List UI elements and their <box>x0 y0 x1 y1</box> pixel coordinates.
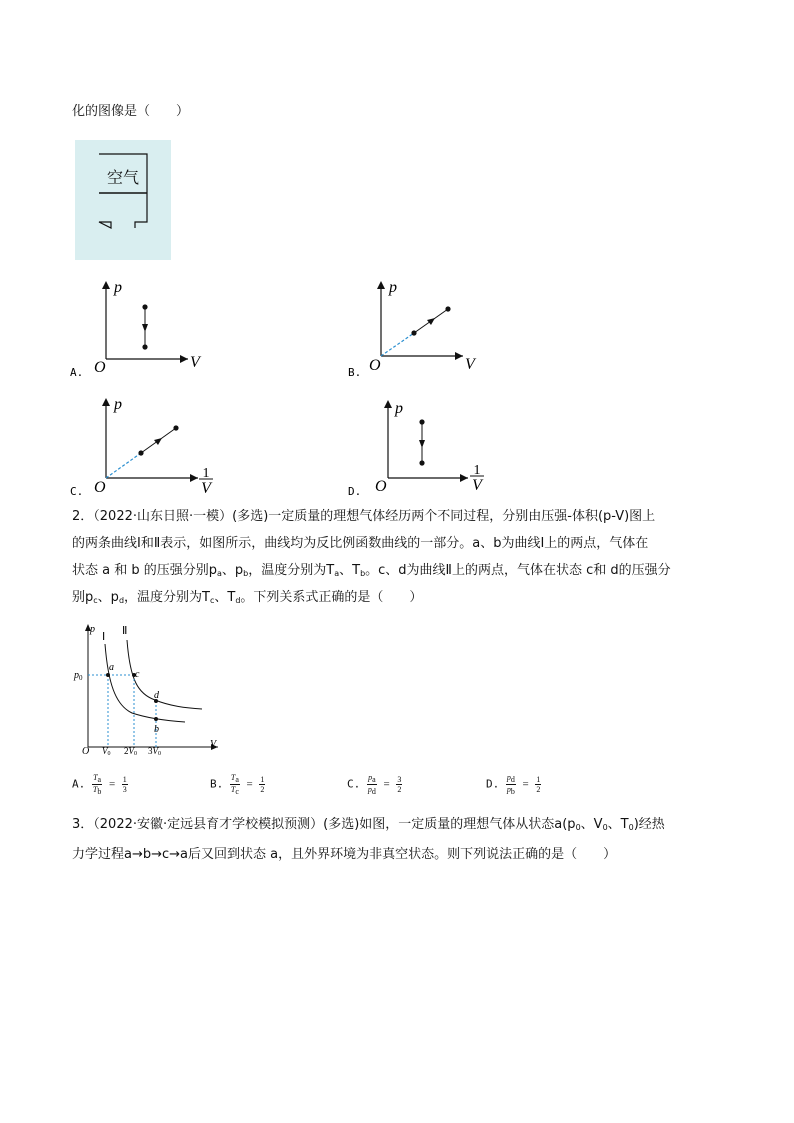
subscript: d <box>235 596 241 605</box>
axis-label-p: p <box>389 279 397 296</box>
tick-2v0 <box>124 746 137 757</box>
q1-text-tail: 化的图像是（ ） <box>72 104 190 119</box>
axis-label-p: p <box>114 396 122 413</box>
subscript: c <box>93 596 98 605</box>
frac-den: p <box>367 785 372 794</box>
point-label-a: a <box>109 662 114 673</box>
frac-num: 3 <box>397 775 402 784</box>
subscript: a <box>217 569 222 578</box>
tick-coef: 2 <box>124 746 129 756</box>
axis-label-inverse-v-num: 1 <box>473 463 481 478</box>
text-span: 、V <box>580 817 603 832</box>
equals-sign: = <box>522 778 529 791</box>
axis-label-inverse-v-den: V <box>472 477 482 494</box>
axis-label-p: p <box>114 279 122 296</box>
option-letter: D. <box>348 485 362 498</box>
p0-sub: 0 <box>79 674 83 682</box>
fraction <box>230 773 240 796</box>
tick-v0 <box>102 746 111 757</box>
frac-num: T <box>230 773 236 782</box>
tick-sub: 0 <box>134 751 137 757</box>
q2-line-1: 2．（2022·山东日照·一模）(多选)一定质量的理想气体经历两个不同过程，分别由压强-体积(p-V)图上 <box>72 509 656 524</box>
q2-option-b[interactable] <box>210 773 265 796</box>
p0-base: p <box>74 670 79 681</box>
origin-label: O <box>82 746 90 757</box>
origin-label: O <box>94 479 106 496</box>
subscript: c <box>209 596 215 605</box>
option-letter: A. <box>70 366 84 379</box>
option-letter: D. <box>486 777 500 791</box>
equals-sign: = <box>383 778 390 791</box>
origin-label: O <box>369 357 381 374</box>
q1-option-a-graph <box>70 275 210 380</box>
container-label: 空气 <box>106 168 140 187</box>
text-span: )经热 <box>633 817 665 832</box>
tick-coef: 3 <box>148 746 153 756</box>
frac-den: T <box>92 785 98 794</box>
option-letter: C. <box>347 777 361 791</box>
fraction <box>506 773 516 796</box>
point-label-d: d <box>154 690 159 701</box>
axis-label-inverse-v-num: 1 <box>202 466 210 481</box>
tick-base: V <box>128 746 134 756</box>
q1-option-c-graph <box>70 392 230 500</box>
subscript: 0 <box>575 823 581 832</box>
tick-sub: 0 <box>107 751 111 757</box>
frac-den: 3 <box>122 785 127 794</box>
equals-sign: = <box>246 778 253 791</box>
frac-num: 1 <box>260 775 265 784</box>
text-span: ，温度分别为T <box>248 563 335 578</box>
option-letter: A. <box>72 777 86 791</box>
subscript: a <box>97 775 102 784</box>
q2-option-d[interactable] <box>486 773 541 796</box>
tick-sub: 0 <box>158 751 161 757</box>
point-label-c: c <box>135 669 140 680</box>
equals-sign: = <box>108 778 116 791</box>
frac-num: T <box>93 773 98 782</box>
fraction <box>92 773 102 796</box>
text-span: 。下列关系式正确的是（ ） <box>240 590 423 605</box>
axis-label-inverse-v-den: V <box>201 480 211 497</box>
origin-label: O <box>375 478 387 495</box>
subscript: b <box>510 787 515 796</box>
subscript: 0 <box>602 823 608 832</box>
frac-num: 1 <box>122 775 127 784</box>
text-span: 别p <box>72 590 94 605</box>
point-label-b: b <box>154 724 159 735</box>
subscript: a <box>235 775 239 784</box>
text-span: 、T <box>214 590 236 605</box>
text-span: 、T <box>339 563 361 578</box>
q2-pv-graph <box>70 620 230 758</box>
q3-line-1 <box>72 817 665 836</box>
text-span: 、p <box>221 563 244 578</box>
p0-label <box>73 670 83 682</box>
q2-line-3 <box>72 563 671 582</box>
text-span: 状态 a 和 b 的压强分别p <box>72 563 217 578</box>
subscript: b <box>243 569 249 578</box>
axis-label-v: V <box>210 739 217 750</box>
option-letter: C. <box>70 485 84 498</box>
tick-3v0 <box>148 746 161 757</box>
axis-label-v: V <box>190 354 200 371</box>
subscript: d <box>118 596 125 605</box>
q2-line-4 <box>72 590 422 609</box>
frac-den: 2 <box>397 785 402 794</box>
frac-den: p <box>506 785 511 794</box>
tick-base: V <box>152 746 158 756</box>
axis-label-p: p <box>395 400 403 417</box>
text-span: 、p <box>97 590 119 605</box>
text-span: 3．（2022·安徽·定远县育才学校模拟预测）(多选)如图，一定质量的理想气体从状态a(p <box>72 817 576 832</box>
axis-label-p: p <box>90 624 95 635</box>
subscript: a <box>334 569 340 578</box>
subscript: 0 <box>628 823 634 832</box>
subscript: d <box>510 775 515 784</box>
value-fraction <box>122 775 128 794</box>
tick-base: V <box>102 746 108 756</box>
frac-den: 2 <box>536 785 541 794</box>
option-letter: B. <box>348 366 362 379</box>
value-fraction <box>396 775 402 794</box>
curve-label-2: Ⅱ <box>122 625 128 637</box>
frac-num: p <box>368 773 373 782</box>
piston-container-icon <box>75 140 171 260</box>
value-fraction <box>259 775 265 794</box>
frac-den: T <box>230 785 236 794</box>
frac-num: p <box>506 773 511 782</box>
curve-label-1: Ⅰ <box>102 631 106 643</box>
fraction <box>367 773 377 796</box>
text-span: ，温度分别为T <box>124 590 210 605</box>
q1-option-b-graph <box>345 275 485 380</box>
q1-option-d-graph <box>345 392 505 500</box>
subscript: c <box>235 787 239 796</box>
subscript: d <box>371 787 376 796</box>
q1-container-figure <box>75 140 171 260</box>
option-letter: B. <box>210 777 224 791</box>
frac-num: 1 <box>536 775 541 784</box>
subscript: a <box>372 775 376 784</box>
subscript: b <box>360 569 366 578</box>
q2-option-a[interactable] <box>72 773 128 796</box>
subscript: b <box>97 787 102 796</box>
q3-line-2: 力学过程a→b→c→a后又回到状态 a，且外界环境为非真空状态。则下列说法正确的是（ ） <box>72 847 617 862</box>
q2-option-c[interactable] <box>347 773 402 796</box>
origin-label: O <box>94 359 106 376</box>
text-span: 、T <box>607 817 629 832</box>
axis-label-v: V <box>465 356 475 373</box>
frac-den: 2 <box>260 785 265 794</box>
value-fraction <box>535 775 541 794</box>
q2-line-2: 的两条曲线Ⅰ和Ⅱ表示，如图所示，曲线均为反比例函数曲线的一部分。a、b为曲线Ⅰ上的两点，气体在 <box>72 536 649 551</box>
text-span: 。c、d为曲线Ⅱ上的两点，气体在状态 c和 d的压强分 <box>365 563 671 578</box>
